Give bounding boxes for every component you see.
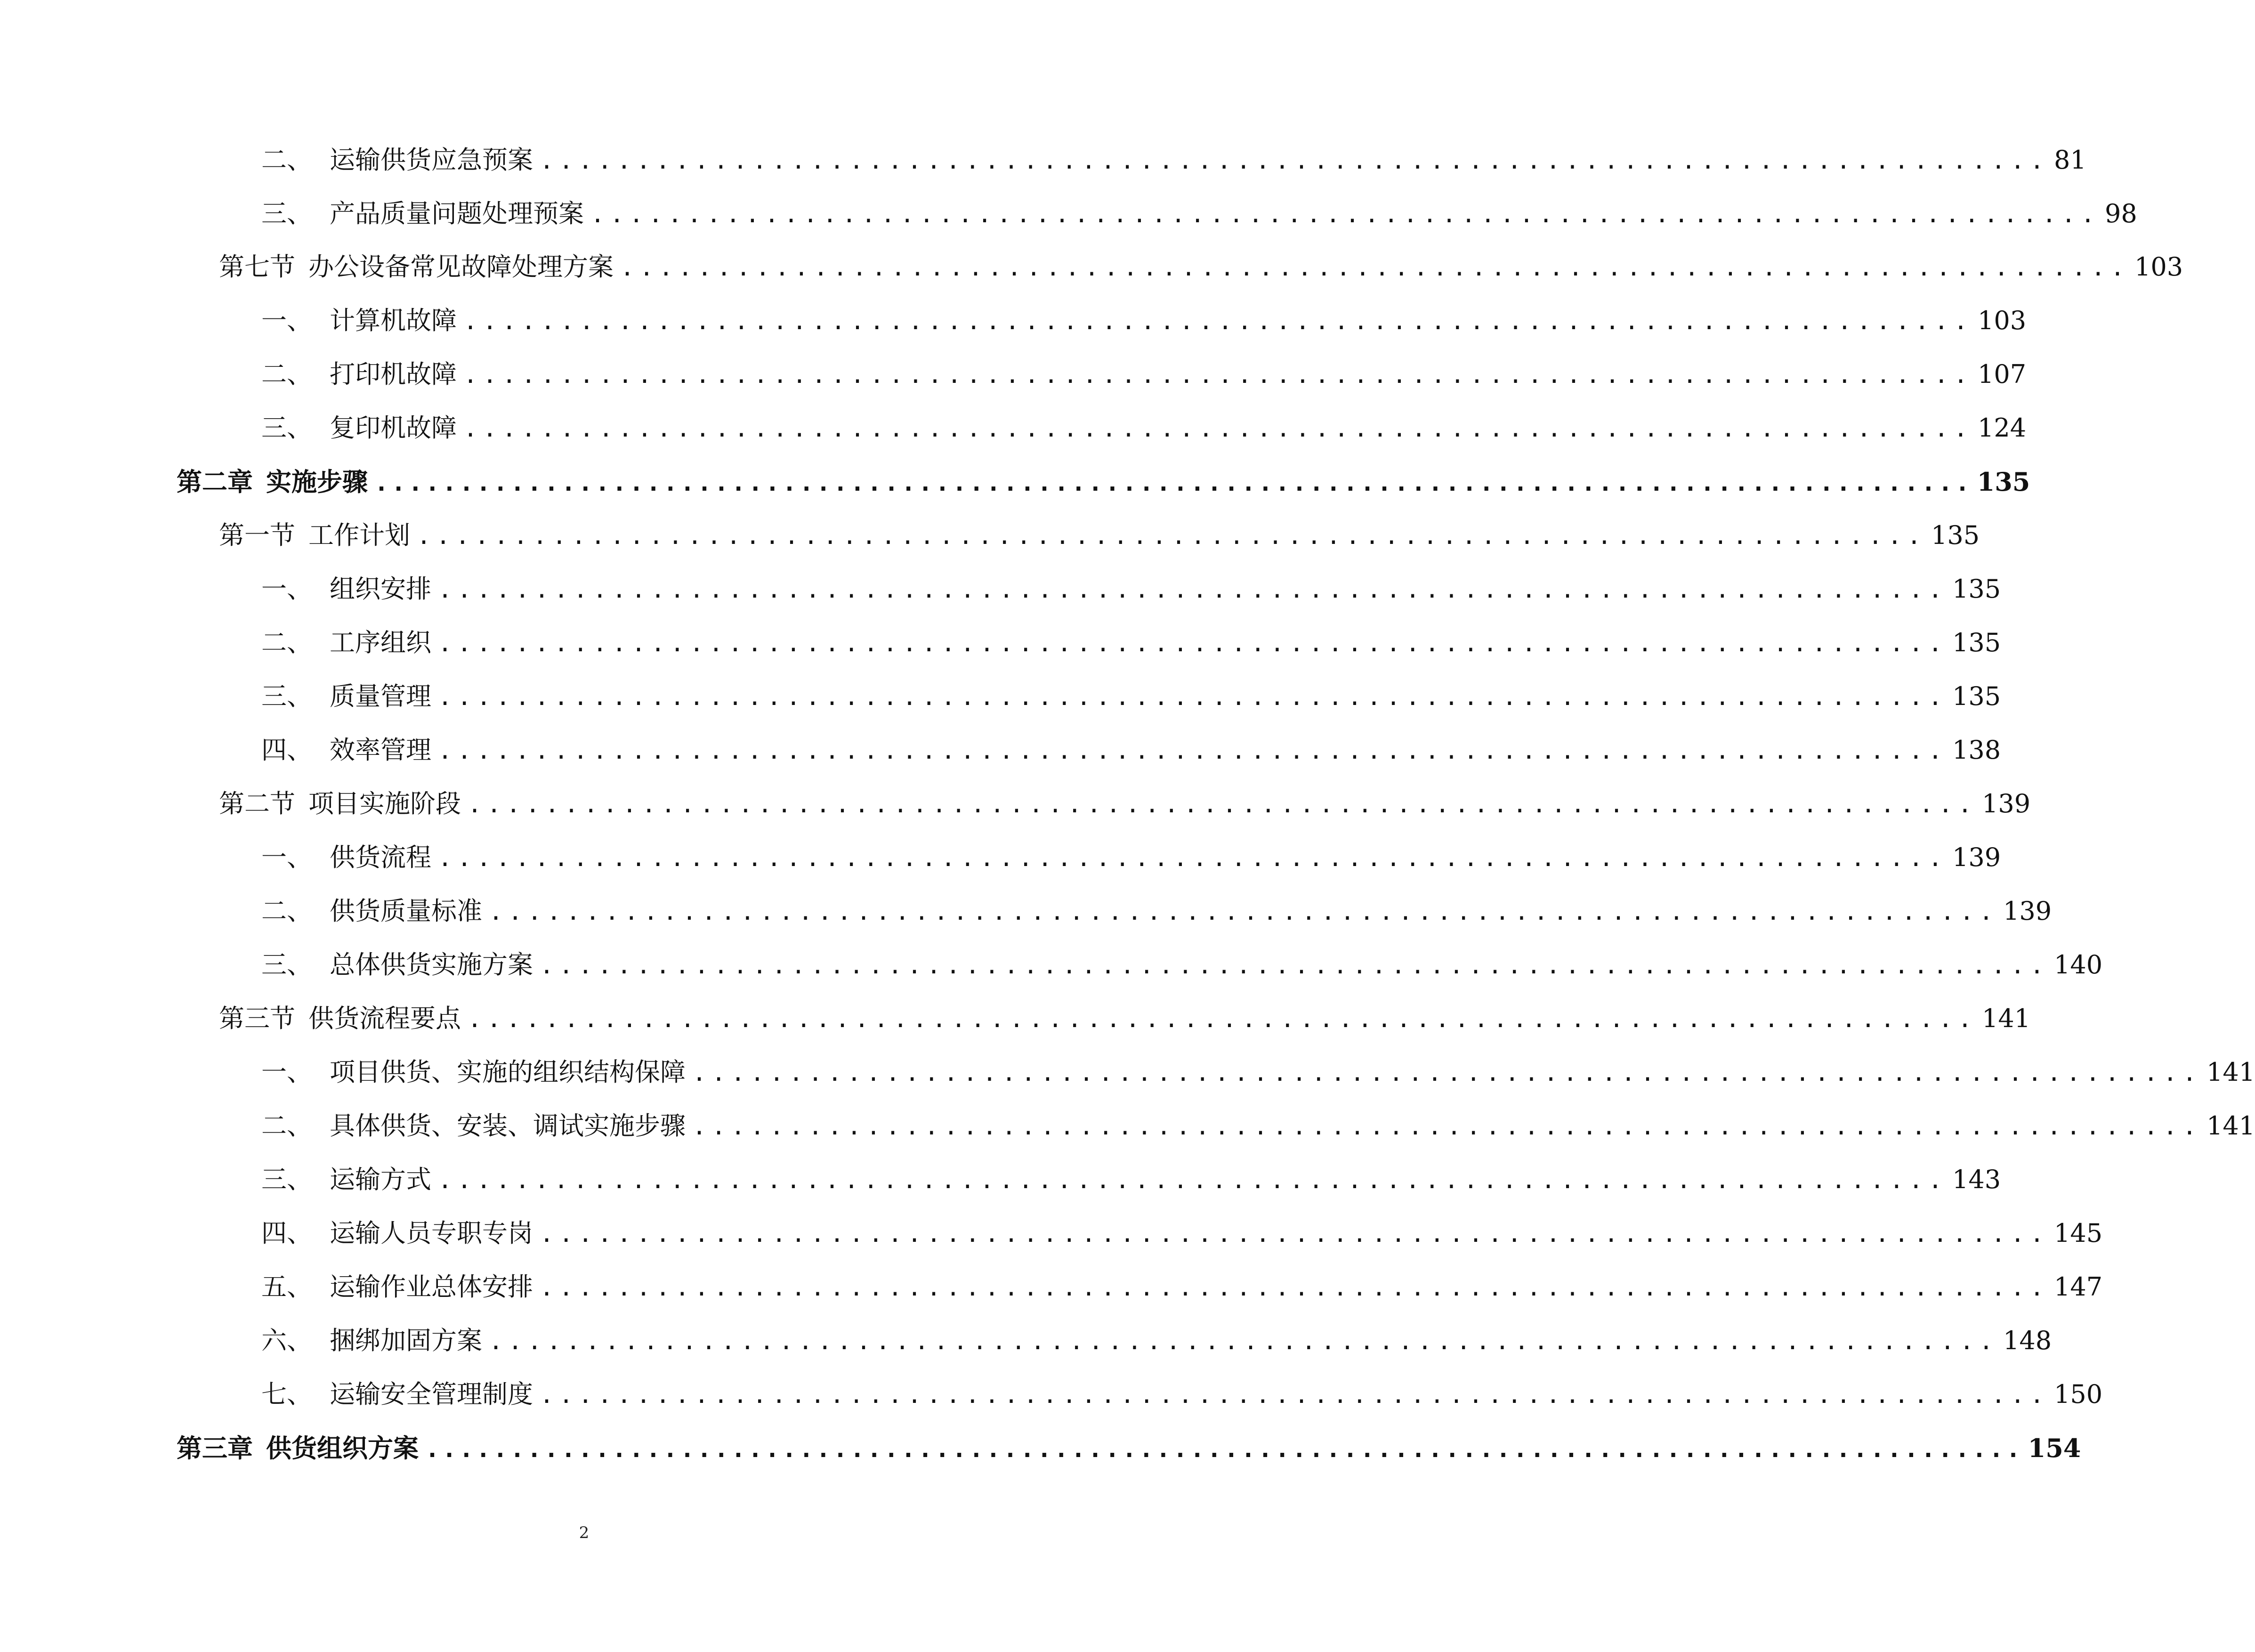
toc-entry-title: 产品质量问题处理预案 (330, 199, 584, 228)
toc-entry-number: 一、 (261, 574, 312, 604)
toc-entry-title: 供货流程 (330, 842, 431, 872)
toc-entry-number: 二、 (261, 145, 312, 175)
toc-entry[interactable] (261, 353, 2027, 396)
toc-entry[interactable] (261, 1051, 2255, 1093)
toc-entry-number: 第二节 (219, 789, 295, 818)
dot-leader: .............................................................................. (489, 1328, 1998, 1355)
toc-entry-number: 第二章 (177, 467, 253, 497)
toc-entry-number: 第七节 (219, 252, 295, 282)
toc-entry-page: 138 (1952, 735, 2001, 765)
dot-leader: .............................................................................. (438, 630, 1948, 657)
toc-entry-page: 145 (2054, 1218, 2103, 1248)
toc-entry[interactable] (261, 407, 2027, 449)
toc-entry[interactable] (177, 1427, 2081, 1469)
toc-entry-number: 六、 (261, 1326, 312, 1355)
dot-leader: .............................................................................. (489, 898, 1998, 925)
toc-entry-title: 办公设备常见故障处理方案 (308, 252, 614, 282)
toc-entry[interactable] (261, 1158, 2001, 1201)
dot-leader: .............................................................................. (620, 254, 2130, 281)
toc-entry-page: 141 (2207, 1111, 2255, 1141)
toc-entry-page: 135 (1952, 681, 2001, 711)
toc-entry-title: 工作计划 (308, 520, 410, 550)
toc-entry-number: 一、 (261, 1057, 312, 1087)
toc-entry-page: 141 (1982, 1004, 2031, 1033)
toc-entry[interactable] (219, 246, 2183, 288)
dot-leader: .............................................................................. (540, 147, 2049, 174)
toc-entry[interactable] (261, 729, 2001, 771)
toc-entry-number: 三、 (261, 950, 312, 980)
toc-entry[interactable] (261, 944, 2103, 986)
dot-leader: .............................................................................. (438, 737, 1948, 764)
toc-entry-page: 81 (2054, 145, 2086, 175)
toc-entry-title: 打印机故障 (330, 359, 457, 389)
dot-leader: .............................................................................................. (425, 1435, 2023, 1463)
toc-entry-title: 供货质量标准 (330, 896, 482, 926)
toc-entry-page: 135 (1977, 467, 2030, 497)
toc-entry[interactable] (261, 1320, 2052, 1362)
dot-leader: .............................................................................. (417, 522, 1926, 550)
toc-entry[interactable] (261, 300, 2027, 342)
toc-entry-page: 135 (1952, 574, 2001, 604)
toc-entry[interactable] (177, 461, 2030, 503)
toc-entry-number: 二、 (261, 1111, 312, 1141)
toc-entry-title: 运输人员专职专岗 (330, 1218, 533, 1248)
dot-leader: .............................................................................. (590, 201, 2100, 228)
toc-entry-page: 147 (2054, 1272, 2103, 1302)
toc-entry-title: 计算机故障 (330, 306, 457, 335)
toc-entry-page: 150 (2054, 1379, 2103, 1409)
toc-entry-page: 141 (2207, 1057, 2255, 1087)
toc-entry[interactable] (261, 1373, 2103, 1416)
toc-entry-page: 139 (1982, 789, 2031, 818)
toc-entry-title: 复印机故障 (330, 413, 457, 443)
toc-entry-number: 一、 (261, 306, 312, 335)
toc-entry[interactable] (219, 997, 2031, 1040)
toc-entry[interactable] (261, 193, 2137, 235)
toc-entry-title: 供货组织方案 (266, 1433, 419, 1463)
toc-entry-number: 第三章 (177, 1433, 253, 1463)
toc-entry-title: 供货流程要点 (308, 1004, 461, 1033)
toc-entry-page: 148 (2003, 1326, 2052, 1355)
toc-entry[interactable] (261, 1105, 2255, 1147)
dot-leader: .............................................................................. (438, 576, 1948, 603)
dot-leader: .............................................................................. (540, 952, 2049, 979)
toc-entry-number: 三、 (261, 199, 312, 228)
toc-entry[interactable] (261, 836, 2001, 879)
toc-entry[interactable] (261, 622, 2001, 664)
toc-entry-title: 质量管理 (330, 681, 431, 711)
toc-entry-page: 139 (2003, 896, 2052, 926)
toc-entry[interactable] (219, 783, 2031, 825)
dot-leader: .............................................................................. (438, 683, 1948, 711)
toc-entry-page: 124 (1978, 413, 2027, 443)
toc-entry-title: 项目实施阶段 (308, 789, 461, 818)
toc-entry-page: 139 (1952, 842, 2001, 872)
toc-entry-title: 实施步骤 (266, 467, 368, 497)
toc-entry-page: 107 (1978, 359, 2027, 389)
dot-leader: .............................................................................. (468, 791, 1977, 818)
toc-entry-title: 运输安全管理制度 (330, 1379, 533, 1409)
toc-entry-title: 运输方式 (330, 1165, 431, 1194)
toc-entry-number: 三、 (261, 1165, 312, 1194)
toc-entry-number: 第一节 (219, 520, 295, 550)
dot-leader: .............................................................................. (692, 1059, 2202, 1086)
toc-entry-title: 运输作业总体安排 (330, 1272, 533, 1302)
dot-leader: .............................................................................. (540, 1274, 2049, 1301)
toc-entry[interactable] (261, 1212, 2103, 1255)
toc-entry-page: 143 (1952, 1165, 2001, 1194)
toc-entry-title: 捆绑加固方案 (330, 1326, 482, 1355)
toc-entry-title: 项目供货、实施的组织结构保障 (330, 1057, 686, 1087)
toc-entry-page: 103 (2134, 252, 2183, 282)
toc-entry-title: 组织安排 (330, 574, 431, 604)
dot-leader: .............................................................................. (463, 361, 1973, 389)
dot-leader: .............................................................................................. (374, 469, 1972, 496)
toc-entry-title: 效率管理 (330, 735, 431, 765)
dot-leader: .............................................................................. (438, 844, 1948, 872)
dot-leader: .............................................................................. (468, 1005, 1977, 1033)
toc-entry-title: 工序组织 (330, 628, 431, 657)
dot-leader: .............................................................................. (540, 1381, 2049, 1409)
dot-leader: .............................................................................. (692, 1113, 2202, 1140)
page-number: 2 (579, 1523, 590, 1542)
toc-entry-page: 140 (2054, 950, 2103, 980)
toc-entry-title: 具体供货、安装、调试实施步骤 (330, 1111, 686, 1141)
toc-entry[interactable] (261, 568, 2001, 610)
toc-entry[interactable] (219, 514, 1980, 557)
toc-entry[interactable] (261, 1266, 2103, 1308)
toc-entry-page: 135 (1952, 628, 2001, 657)
toc-entry[interactable] (261, 890, 2052, 932)
toc-entry-number: 四、 (261, 1218, 312, 1248)
toc-entry-page: 98 (2105, 199, 2137, 228)
dot-leader: .............................................................................. (438, 1166, 1948, 1194)
toc-entry-page: 154 (2028, 1433, 2081, 1463)
dot-leader: .............................................................................. (540, 1220, 2049, 1247)
toc-entry-page: 135 (1931, 520, 1980, 550)
toc-entry[interactable] (261, 675, 2001, 718)
toc-entry-title: 总体供货实施方案 (330, 950, 533, 980)
toc-entry-number: 五、 (261, 1272, 312, 1302)
dot-leader: .............................................................................. (463, 308, 1973, 335)
toc-entry-page: 103 (1978, 306, 2027, 335)
dot-leader: .............................................................................. (463, 415, 1973, 442)
toc-entry-number: 四、 (261, 735, 312, 765)
toc-entry-number: 第三节 (219, 1004, 295, 1033)
toc-entry-number: 三、 (261, 413, 312, 443)
toc-entry-number: 三、 (261, 681, 312, 711)
toc-entry-number: 二、 (261, 896, 312, 926)
toc-entry[interactable] (261, 139, 2086, 181)
toc-entry-number: 二、 (261, 359, 312, 389)
toc-entry-number: 二、 (261, 628, 312, 657)
toc-entry-number: 一、 (261, 842, 312, 872)
toc-entry-number: 七、 (261, 1379, 312, 1409)
toc-entry-title: 运输供货应急预案 (330, 145, 533, 175)
